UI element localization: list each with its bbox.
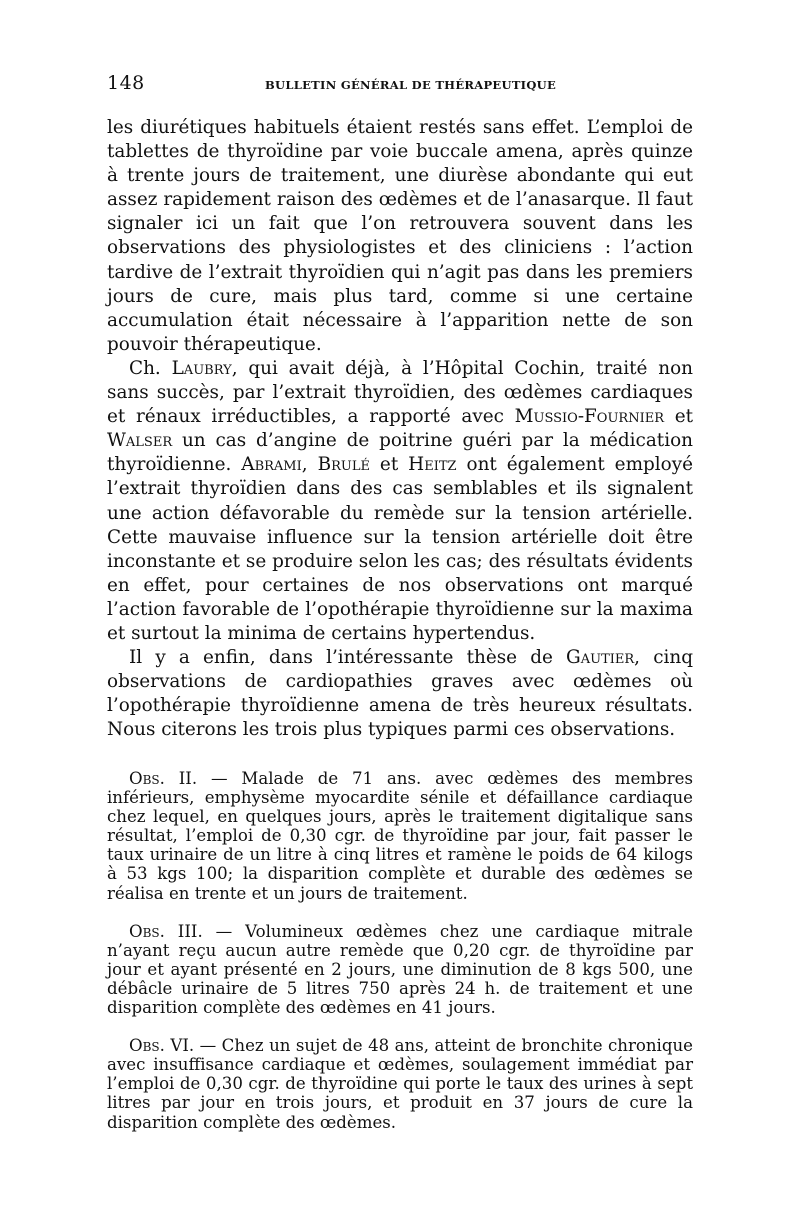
observation-entry <box>107 769 693 903</box>
observation-label: Obs. VI. <box>129 1036 195 1056</box>
author-name: Abrami <box>241 454 302 476</box>
author-name: Brulé <box>317 454 370 476</box>
text-run: Ch. <box>129 357 172 379</box>
observation-text: — Volumineux œdèmes chez une cardiaque mitrale n’ayant reçu aucun autre remède que 0,20 cgr. de thyroïdine par jour et ayant présenté en 2 jours, une diminution de 8 kgs 500, une débâcle urinaire de 5 litres 750 après 24 h. de traitement et une disparition complète des œdèmes en 41 jours. <box>107 921 693 1018</box>
text-run: et <box>369 454 409 476</box>
page-number: 148 <box>107 72 145 94</box>
journal-title: BULLETIN GÉNÉRAL DE THÉRAPEUTIQUE <box>265 78 557 92</box>
observation-label: Obs. II. <box>129 769 198 788</box>
observation-text: — Malade de 71 ans. avec œdèmes des membres inférieurs, emphysème myocardite sénile et défaillance cardiaque chez lequel, en quelques jours, après le traitement digitalique sans résultat, l’emploi de 0,30 cgr. de thyroïdine par jour, fait passer le taux urinaire de un litre à cinq litres et ramène le poids de 64 kilogs à 53 kgs 100; la disparition complète et durable des œdèmes se réalisa en trente et un jours de traitement. <box>107 769 693 903</box>
observations-list <box>107 769 693 1132</box>
main-text <box>107 116 693 742</box>
author-name: Heitz <box>408 454 457 476</box>
text-run: Il y a enfin, dans l’intéressante thèse de <box>129 647 567 669</box>
text-run: , cinq observations de cardiopathies graves avec œdèmes où l’opothérapie thyroïdienne amena de très heureux résultats. Nous citerons les trois plus typiques parmi ces observations. <box>107 647 693 741</box>
author-name: Laubry <box>171 357 232 379</box>
author-name: Mussio-Fournier <box>514 406 664 428</box>
text-run: , qui avait déjà, à l’Hôpital Cochin, traité non sans succès, par l’extrait thyroïdien, des œdèmes cardiaques et rénaux irréductibles, a rapporté avec <box>107 357 693 428</box>
text-run: et <box>663 406 693 428</box>
text-run: ont également employé l’extrait thyroïdien dans des cas semblables et ils signalent une action défavorable du remède sur la tension artérielle. Cette mauvaise influence sur la tension artérielle doit être inconstante et se produire selon les cas; des résultats évidents en effet, pour certaines de nos observations ont marqué l’action favorable de l’opothérapie thyroïdienne sur la maxima et surtout la minima de certains hypertendus. <box>107 454 694 644</box>
author-name: Gautier <box>566 647 635 669</box>
running-head <box>107 72 693 98</box>
text-run: un cas d’angine de poitrine guéri par la médication thyroïdienne. <box>107 430 693 476</box>
paragraph-gautier <box>107 646 693 742</box>
observation-label: Obs. III. <box>129 921 203 941</box>
observation-text: — Chez un sujet de 48 ans, atteint de bronchite chronique avec insuffisance cardiaque et œdèmes, soulagement immédiat par l’emploi de 0,30 cgr. de thyroïdine qui porte le taux des urines à sept litres par jour en trois jours, et produit en 37 jours de cure la disparition complète des œdèmes. <box>107 1036 693 1132</box>
paragraph-laubry <box>107 357 693 646</box>
text-run: , <box>301 454 318 476</box>
paragraph-diuretics: les diurétiques habituels étaient restés sans effet. L’emploi de tablettes de thyroïdine par voie buccale amena, après quinze à trente jours de traitement, une diurèse abondante qui eut assez rapidement raison des œdèmes et de l’anasarque. Il faut signaler ici un fait que l’on retrouvera souvent dans les observations des physiologistes et des cliniciens : l’action tardive de l’extrait thyroïdien qui n’agit pas dans les premiers jours de cure, mais plus tard, comme si une certaine accumulation était nécessaire à l’apparition nette de son pouvoir thérapeutique. <box>107 117 693 355</box>
observation-entry <box>107 1036 693 1131</box>
observation-entry <box>107 922 693 1017</box>
author-name: Walser <box>107 430 173 452</box>
